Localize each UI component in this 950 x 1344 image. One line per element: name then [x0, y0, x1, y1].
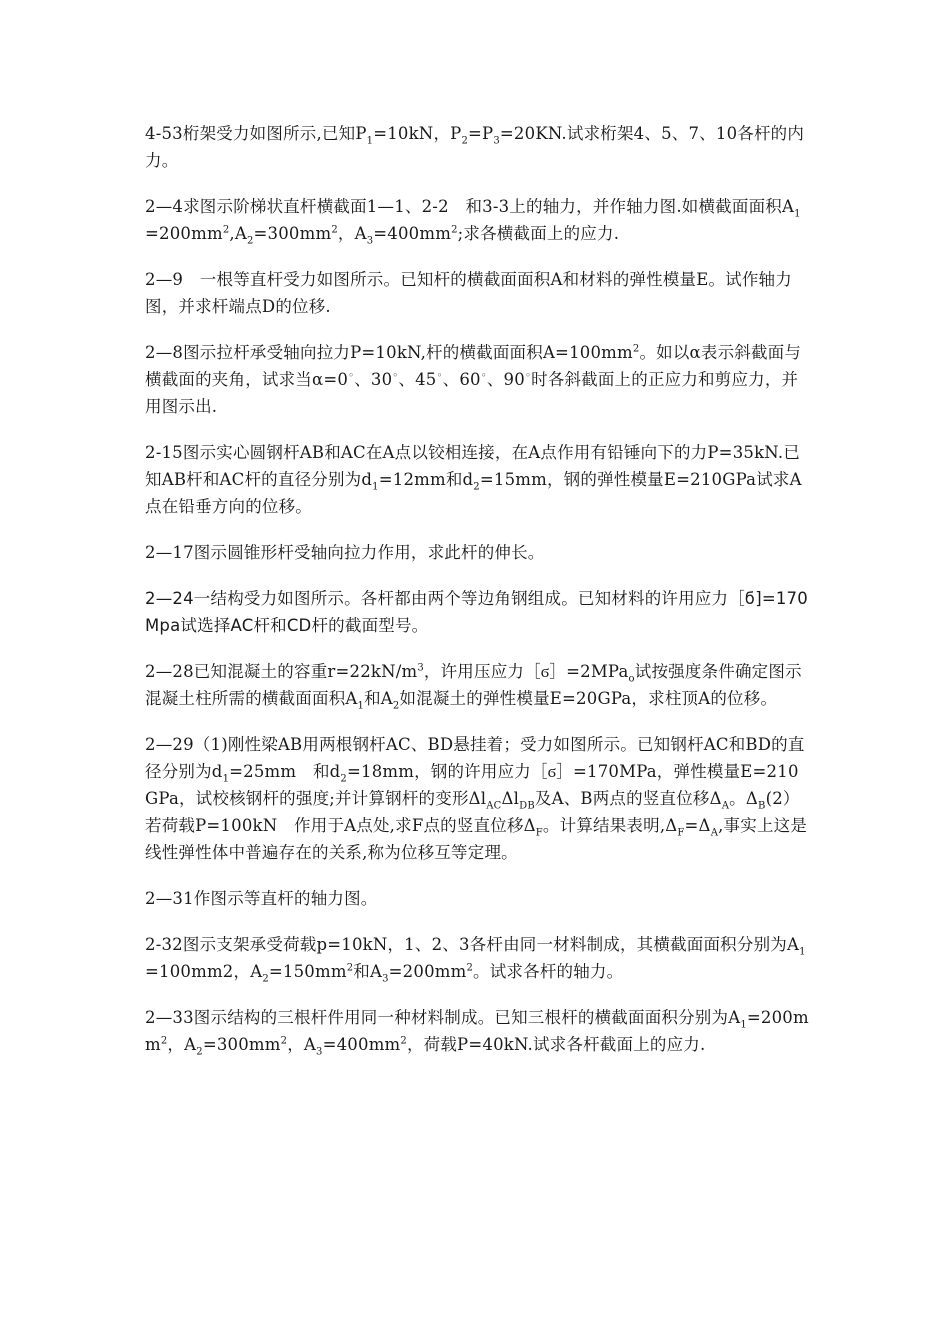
problem-paragraph-p2-9 — [145, 266, 810, 320]
text-run: 。如以α表示斜截面与横截面的夹角，试求当α=0 — [145, 343, 802, 389]
text-run: 。试求各杆的轴力。 — [473, 962, 624, 981]
text-run: 及A、B两点的竖直位移Δ — [534, 789, 722, 808]
subscript: 2 — [340, 773, 347, 785]
text-run: 、45 — [398, 370, 437, 389]
subscript: 1 — [366, 135, 374, 147]
superscript: 2 — [346, 962, 354, 974]
text-run: Δl — [501, 789, 520, 808]
problem-paragraph-p2-17 — [145, 539, 810, 566]
problem-paragraph-p2-31 — [145, 885, 810, 912]
subscript: 1 — [799, 946, 806, 958]
text-run: ，A — [167, 1035, 197, 1054]
problem-paragraph-p2-28 — [145, 658, 810, 712]
problem-paragraph-p2-15 — [145, 439, 810, 520]
text-run: ,A — [229, 224, 247, 243]
text-run: ,事实上这是线性弹性体中普遍存在的关系,称为位移互等定理。 — [145, 816, 808, 862]
subscript: 2 — [461, 135, 469, 147]
superscript: 2 — [466, 962, 474, 974]
text-run: 、30 — [354, 370, 393, 389]
subscript: AC — [486, 800, 502, 812]
superscript: ◦ — [392, 370, 399, 382]
text-run: 和A — [353, 962, 383, 981]
superscript: 3 — [417, 662, 424, 674]
subscript: A — [710, 827, 719, 839]
subscript: o — [628, 673, 635, 685]
text-run: 。计算结果表明,Δ — [542, 816, 678, 835]
text-run: 2-15图示实心圆钢杆AB和AC在A点以铰相连接，在A点作用有铅锤向下的力P=35kN.已知AB杆和AC杆的直径分别为d — [145, 443, 801, 489]
superscript: 2 — [331, 224, 338, 236]
subscript: A — [721, 800, 730, 812]
superscript: 2 — [632, 343, 640, 355]
text-run: 试按强度条件确定图示混凝土柱所需的横截面面积A — [145, 662, 802, 708]
text-run: 2—29（1)刚性梁AB用两根钢杆AC、BD悬挂着；受力如图所示。已知钢杆AC和BD的直径分别为d — [145, 735, 805, 781]
subscript: 2 — [246, 235, 254, 247]
subscript: DB — [519, 800, 535, 812]
text-run: 。Δ — [729, 789, 758, 808]
text-run: 2—17图示圆锥形杆受轴向拉力作用，求此杆的伸长。 — [145, 543, 545, 562]
subscript: 3 — [493, 135, 500, 147]
problem-paragraph-p4-53 — [145, 120, 810, 174]
text-run: 2—28已知混凝土的容重r=22kN/m — [145, 662, 418, 681]
text-run: 2—33图示结构的三根杆件用同一种材料制成。已知三根杆的横截面面积分别为A — [145, 1008, 741, 1027]
text-run: =400mm — [373, 224, 452, 243]
text-run: 2—8图示拉杆承受轴向拉力P=10kN,杆的横截面面积A=100mm — [145, 343, 633, 362]
subscript: 3 — [366, 235, 374, 247]
problem-paragraph-p2-4 — [145, 193, 810, 247]
subscript: 3 — [316, 1046, 323, 1058]
text-run: =200mm — [388, 962, 467, 981]
text-run: 2—9 一根等直杆受力如图所示。已知杆的横截面面积A和材料的弹性模量E。试作轴力图，并求杆端点D的位移. — [145, 270, 792, 316]
problem-paragraph-p2-29 — [145, 731, 810, 866]
text-run: ;求各横截面上的应力. — [457, 224, 620, 243]
subscript: 1 — [372, 481, 379, 493]
text-run: 2—31作图示等直杆的轴力图。 — [145, 889, 378, 908]
problem-paragraph-p2-24 — [145, 585, 810, 639]
text-run: ，A — [337, 224, 367, 243]
text-run: =P — [468, 124, 494, 143]
superscript: 2 — [400, 1035, 407, 1047]
subscript: 2 — [196, 1046, 203, 1058]
superscript: 2 — [451, 224, 458, 236]
text-run: =200mm — [145, 1008, 809, 1054]
text-run: =100mm2，A — [145, 962, 263, 981]
superscript: ◦ — [436, 370, 443, 382]
text-run: 、60 — [442, 370, 481, 389]
text-run: ，许用压应力［ϭ］=2MPa — [423, 662, 629, 681]
subscript: 1 — [740, 1019, 747, 1031]
text-run: 2-32图示支架承受荷载p=10kN，1、2、3各杆由同一材料制成，其横截面面积分别为A — [145, 935, 800, 954]
subscript: F — [677, 827, 685, 839]
text-run: =12mm和d — [378, 470, 474, 489]
text-run: 、90 — [486, 370, 525, 389]
superscript: 2 — [222, 224, 230, 236]
text-run: =400mm — [322, 1035, 401, 1054]
text-run: =300mm — [253, 224, 332, 243]
text-run: =18mm，钢的许用应力［ϭ］=170MPa，弹性模量E=210GPa，试校核钢杆的强度;并计算钢杆的变形Δl — [145, 762, 799, 808]
text-run: 2—4求图示阶梯状直杆横截面1—1、2-2 和3-3上的轴力，并作轴力图.如横截面面积A — [145, 197, 795, 216]
text-run: =150mm — [268, 962, 347, 981]
subscript: 1 — [794, 208, 801, 220]
superscript: ◦ — [524, 370, 532, 382]
subscript: F — [535, 827, 543, 839]
text-run: 时各斜截面上的正应力和剪应力，并用图示出. — [145, 370, 799, 416]
text-run: =200mm — [145, 224, 223, 243]
text-run: (2）若荷载P=100kN 作用于A点处,求F点的竖直位移Δ — [145, 789, 800, 835]
text-run: 2—24一结构受力如图所示。各杆都由两个等边角钢组成。已知材料的许用应力［ϭ]=170Mpa试选择AC杆和CD杆的截面型号。 — [145, 589, 808, 635]
subscript: 1 — [357, 700, 365, 712]
superscript: ◦ — [480, 370, 487, 382]
document-body — [145, 120, 810, 1058]
text-run: =Δ — [684, 816, 711, 835]
subscript: 2 — [262, 973, 269, 985]
problem-paragraph-p2-32 — [145, 931, 810, 985]
problem-paragraph-p2-33 — [145, 1004, 810, 1058]
text-run: 4-53桁架受力如图所示,已知P — [145, 124, 367, 143]
text-run: ，A — [287, 1035, 317, 1054]
text-run: =20KN.试求桁架4、5、7、10各杆的内力。 — [145, 124, 805, 170]
subscript: 2 — [473, 481, 480, 493]
text-run: =15mm，钢的弹性模量E=210GPa试求A点在铅垂方向的位移。 — [145, 470, 802, 516]
text-run: =10kN，P — [373, 124, 462, 143]
text-run: =300mm — [202, 1035, 281, 1054]
problem-paragraph-p2-8 — [145, 339, 810, 420]
text-run: ，荷载P=40kN.试求各杆截面上的应力. — [406, 1035, 706, 1054]
subscript: 3 — [382, 973, 389, 985]
text-run: 如混凝土的弹性模量E=20GPa，求柱顶A的位移。 — [399, 689, 778, 708]
text-run: 和A — [364, 689, 393, 708]
text-run: =25mm 和d — [229, 762, 341, 781]
superscript: 2 — [280, 1035, 288, 1047]
superscript: 2 — [160, 1035, 168, 1047]
superscript: ◦ — [348, 370, 355, 382]
subscript: B — [758, 800, 766, 812]
subscript: 2 — [392, 700, 400, 712]
document-page — [145, 120, 810, 1077]
subscript: 1 — [222, 773, 230, 785]
